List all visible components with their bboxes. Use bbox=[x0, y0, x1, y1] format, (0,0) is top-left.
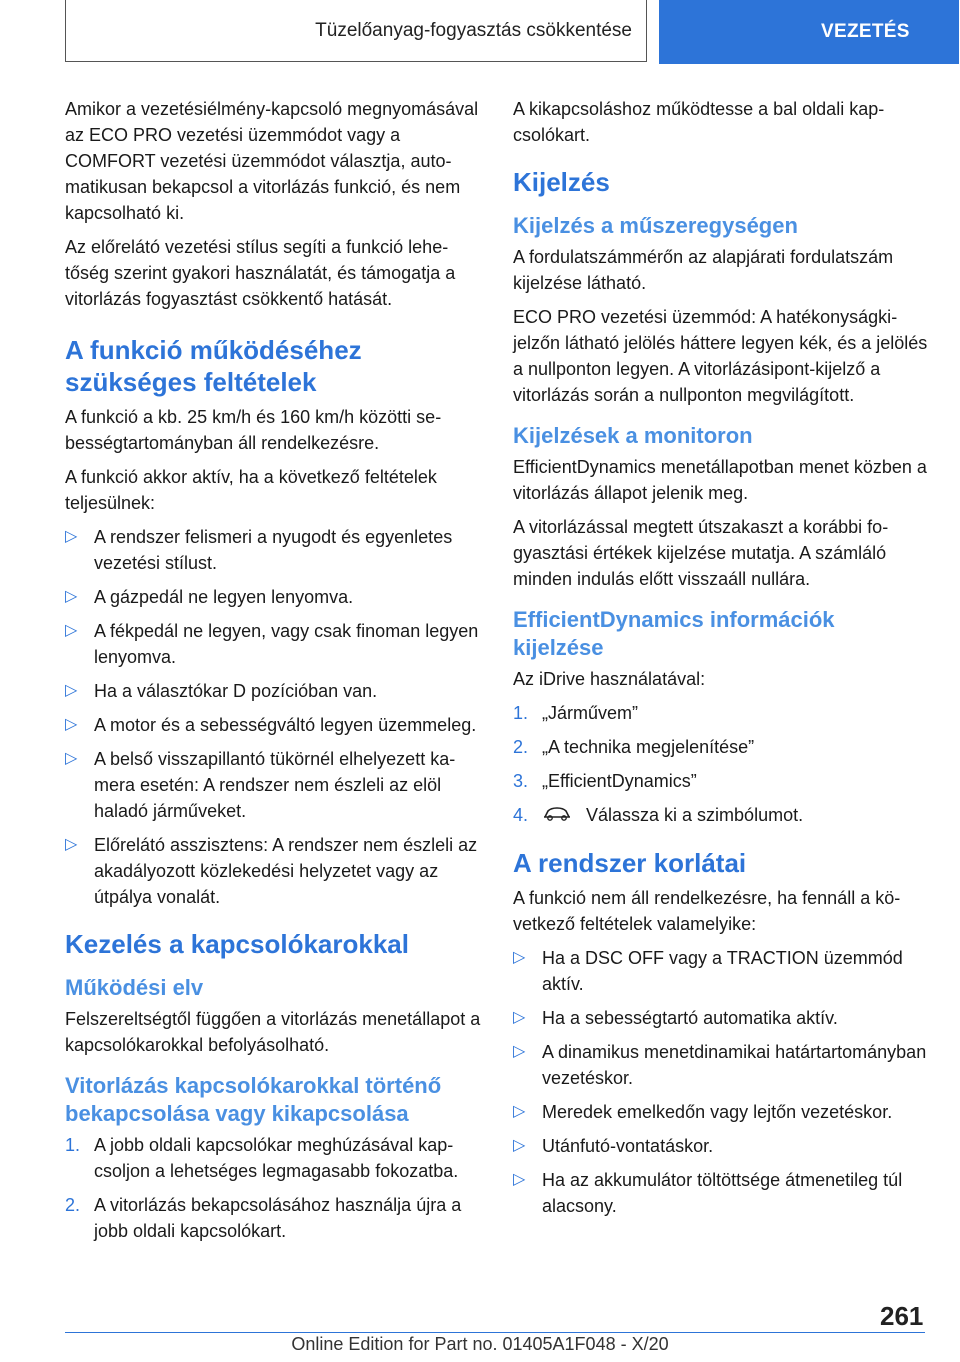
paragraph: A vitorlázással megtett útszakaszt a korábbi fogyasztási értékek kijelzése mutatja. A számláló minden indulás előtt visszaáll nullára. bbox=[513, 517, 889, 589]
heading-muszeregyseg: Kijelzés a műszeregységen bbox=[513, 213, 798, 238]
bullet-triangle-icon: ▷ bbox=[65, 588, 78, 605]
right-column bbox=[513, 96, 929, 1227]
paragraph: EfficientDynamics menetállapotban menet közben a vitorlázás állapot jelenik meg. bbox=[513, 457, 927, 503]
paragraph: Amikor a vezetésiélmény-kapcsoló megnyomásával az ECO PRO vezetési üzemmódot vagy a COMFORT vezetési üzemmódot választja, automatikusan bekapcsol a vitorlázás funkció, és nem kapcsolható ki. bbox=[65, 99, 479, 223]
list-item: ▷ Ha a sebességtartó automatika aktív. bbox=[513, 1005, 929, 1031]
bullet-triangle-icon: ▷ bbox=[513, 1171, 526, 1189]
bullet-triangle-icon: ▷ bbox=[65, 716, 78, 733]
list-item: ▷ Ha a DSC OFF vagy a TRACTION üzemmód aktív. bbox=[513, 945, 929, 997]
limits-list bbox=[513, 945, 929, 1219]
footer-divider bbox=[65, 1332, 925, 1333]
page-header bbox=[65, 0, 960, 64]
list-item: ▷ Előrelátó asszisztens: A rendszer nem észleli az akadályozott közlekedési helyzetet vagy az útpálya vonalát. bbox=[65, 832, 481, 910]
paragraph: A kikapcsoláshoz működtesse a bal oldali kapcsolókart. bbox=[513, 99, 885, 145]
list-item: 3. „EfficientDynamics” bbox=[513, 768, 929, 794]
idrive-steps-list bbox=[513, 700, 929, 829]
list-item: 1. „Járművem” bbox=[513, 700, 929, 726]
section-tab: VEZETÉS bbox=[659, 0, 959, 64]
paragraph: Az iDrive használatával: bbox=[513, 669, 706, 689]
list-item: ▷ A dinamikus menetdinamikai határtartományban vezetéskor. bbox=[513, 1039, 929, 1091]
step-number: 1. bbox=[65, 1135, 81, 1155]
list-item: ▷ Ha a választókar D pozícióban van. bbox=[65, 678, 481, 704]
step-number: 2. bbox=[65, 1195, 81, 1215]
heading-mukodesi-elv: Működési elv bbox=[65, 975, 204, 1000]
bullet-triangle-icon: ▷ bbox=[65, 750, 78, 767]
bullet-triangle-icon: ▷ bbox=[65, 682, 78, 699]
list-item: ▷ A rendszer felismeri a nyugodt és egyenletes vezetési stílust. bbox=[65, 524, 481, 576]
paragraph: A fordulatszámmérőn az alapjárati fordulatszám kijelzése látható. bbox=[513, 247, 894, 293]
step-number: 2. bbox=[513, 737, 529, 757]
heading-kijelzes: Kijelzés bbox=[513, 167, 610, 197]
bullet-triangle-icon: ▷ bbox=[513, 1103, 526, 1121]
left-column bbox=[65, 96, 481, 1252]
heading-monitor: Kijelzések a monitoron bbox=[513, 423, 753, 448]
heading-function-conditions: A funkció működéséhez szükséges feltételek bbox=[65, 335, 362, 397]
list-item: ▷ A motor és a sebességváltó legyen üzemmeleg. bbox=[65, 712, 481, 738]
list-item: ▷ A gázpedál ne legyen lenyomva. bbox=[65, 584, 481, 610]
step-number: 4. bbox=[513, 805, 529, 825]
list-item: ▷ Utánfutó-vontatáskor. bbox=[513, 1133, 929, 1159]
footer-edition: Online Edition for Part no. 01405A1F048 - X/20 bbox=[291, 1334, 669, 1354]
page-number: 261 bbox=[880, 1301, 924, 1331]
bullet-triangle-icon: ▷ bbox=[65, 836, 78, 853]
paragraph: Az előrelátó vezetési stílus segíti a funkció lehetőség szerint gyakori használatát, és támogatja a vitorlázás fogyasztást csökkentő hatását. bbox=[65, 237, 456, 309]
bullet-triangle-icon: ▷ bbox=[65, 622, 78, 639]
heading-vitorlazas: Vitorlázás kapcsolókarokkal történő bekapcsolása vagy kikapcsolása bbox=[65, 1073, 442, 1126]
paragraph: A funkció nem áll rendelkezésre, ha fennáll a következő feltételek valamelyike: bbox=[513, 888, 901, 935]
bullet-triangle-icon: ▷ bbox=[513, 1137, 526, 1155]
chapter-title: Tüzelőanyag-fogyasztás csökkentése bbox=[65, 0, 647, 62]
list-item: 2. A vitorlázás bekapcsolásához használja újra a jobb oldali kapcsolókart. bbox=[65, 1192, 481, 1244]
steps-list bbox=[65, 1132, 481, 1244]
heading-kezeles: Kezelés a kapcsolókarokkal bbox=[65, 929, 409, 959]
bullet-triangle-icon: ▷ bbox=[513, 1009, 526, 1027]
heading-korlatai: A rendszer korlátai bbox=[513, 848, 747, 879]
list-item: ▷ Ha az akkumulátor töltöttsége átmenetileg túl alacsony. bbox=[513, 1167, 929, 1219]
conditions-list bbox=[65, 524, 481, 910]
car-symbol-icon bbox=[542, 803, 572, 829]
paragraph: ECO PRO vezetési üzemmód: A hatékonyságkijelzőn látható jelölés háttere legyen kék, és a jelölés a nullponton legyen. A vitorlázásipont-kijelző a vitorlázás során a nullponton megvilágított. bbox=[513, 307, 928, 405]
bullet-triangle-icon: ▷ bbox=[513, 1043, 526, 1061]
paragraph: A funkció a kb. 25 km/h és 160 km/h közötti sebességtartományban áll rendelkezésre. bbox=[65, 407, 442, 453]
heading-efficientdynamics: EfficientDynamics információk kijelzése bbox=[513, 607, 835, 660]
paragraph: A funkció akkor aktív, ha a következő feltételek teljesülnek: bbox=[65, 467, 437, 513]
list-item: 2. „A technika megjelenítése” bbox=[513, 734, 929, 760]
list-item: 4. Válassza ki a szimbólumot. bbox=[513, 802, 929, 829]
bullet-triangle-icon: ▷ bbox=[65, 528, 78, 545]
step-number: 1. bbox=[513, 703, 529, 723]
list-item: ▷ A belső visszapillantó tükörnél elhelyezett kamera esetén: A rendszer nem észleli az elöl haladó járműveket. bbox=[65, 746, 481, 824]
list-item: 1. A jobb oldali kapcsolókar meghúzásával kapcsoljon a lehetséges legmagasabb fokozatba. bbox=[65, 1132, 481, 1184]
bullet-triangle-icon: ▷ bbox=[513, 949, 526, 967]
list-item: ▷ Meredek emelkedőn vagy lejtőn vezetéskor. bbox=[513, 1099, 929, 1125]
list-item: ▷ A fékpedál ne legyen, vagy csak finoman legyen lenyomva. bbox=[65, 618, 481, 670]
step-number: 3. bbox=[513, 771, 529, 791]
paragraph: Felszereltségtől függően a vitorlázás menetállapot a kapcsolókarokkal befolyásolható. bbox=[65, 1009, 481, 1055]
